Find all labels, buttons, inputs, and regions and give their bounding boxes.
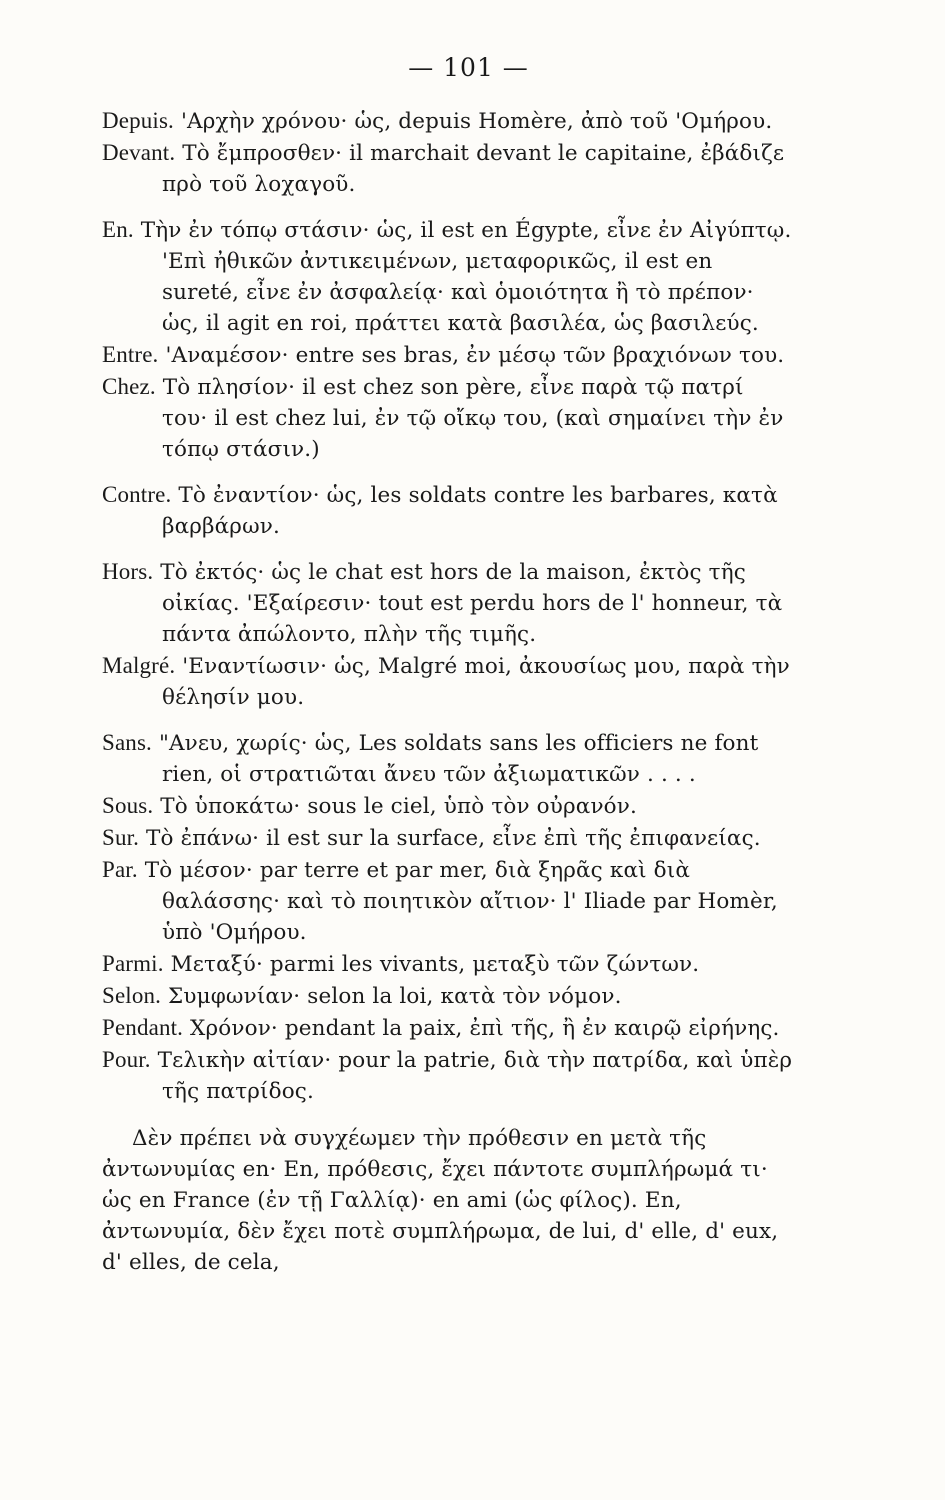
entry-sur (102, 822, 795, 854)
entry-text: Μεταξύ· parmi les vivants, μεταξὺ τῶν ζώντων. (170, 952, 700, 977)
entry-malgre (102, 650, 795, 713)
entry-term: Malgré. (102, 653, 176, 678)
entry-entre (102, 339, 795, 371)
entry-en (102, 214, 795, 339)
entry-term: Depuis. (102, 108, 174, 133)
entry-text: 'Αναμέσον· entre ses bras, ἐν μέσῳ τῶν βραχιόνων του. (165, 343, 785, 368)
entry-text: Τὸ ἐπάνω· il est sur la surface, εἶνε ἐπὶ τῆς ἐπιφανείας. (146, 826, 761, 851)
closing-paragraph: Δὲν πρέπει νὰ συγχέωμεν τὴν πρόθεσιν en μετὰ τῆς ἀντωνυμίας en· En, πρόθεσις, ἔχει πάντοτε συμπλήρωμά τι· ὡς en France (ἐν τῇ Γαλλίᾳ)· en ami (ὡς φίλος). En, ἀντωνυμία, δὲν ἔχει ποτὲ συμπλήρωμα, de lui, d' elle, d' eux, d' elles, de cela, (102, 1126, 779, 1275)
entry-text: Χρόνον· pendant la paix, ἐπὶ τῆς, ἢ ἐν καιρῷ εἰρήνης. (190, 1016, 780, 1041)
entry-term: Devant. (102, 140, 176, 165)
entry-text: Τὴν ἐν τόπῳ στάσιν· ὡς, il est en Égypte, εἶνε ἐν Αἰγύπτῳ. 'Επὶ ἠθικῶν ἀντικειμένων, μεταφορικῶς, il est en sureté, εἶνε ἐν ἀσφαλείᾳ· καὶ ὁμοιότητα ἢ τὸ πρέπον· ὡς, il agit en roi, πράττει κατὰ βασιλέα, ὡς βασιλεύς. (140, 218, 792, 336)
entry-contre (102, 479, 795, 542)
entry-text: Τὸ μέσον· par terre et par mer, διὰ ξηρᾶς καὶ διὰ θαλάσσης· καὶ τὸ ποιητικὸν αἴτιον· l' Iliade par Homèr, ὑπὸ 'Ομήρου. (144, 858, 778, 945)
entry-term: Pour. (102, 1047, 151, 1072)
entry-text: Τὸ ἐκτός· ὡς le chat est hors de la maison, ἐκτὸς τῆς οἰκίας. 'Εξαίρεσιν· tout est perdu hors de l' honneur, τὰ πάντα ἀπώλοντο, πλὴν τῆς τιμῆς. (160, 560, 783, 647)
entry-term: En. (102, 217, 134, 242)
entries-list (102, 105, 795, 1107)
entry-pour (102, 1044, 795, 1107)
entry-text: Τὸ ὑποκάτω· sous le ciel, ὑπὸ τὸν οὐρανόν. (160, 794, 637, 819)
entry-term: Parmi. (102, 951, 164, 976)
entry-text: Τὸ πλησίον· il est chez son père, εἶνε παρὰ τῷ πατρί του· il est chez lui, ἐν τῷ οἴκῳ του, (καὶ σημαίνει τὴν ἐν τόπῳ στάσιν.) (162, 375, 784, 462)
entry-term: Sur. (102, 825, 140, 850)
entry-term: Sans. (102, 730, 152, 755)
entry-text: Τὸ ἔμπροσθεν· il marchait devant le capitaine, ἐβάδιζε πρὸ τοῦ λοχαγοῦ. (162, 141, 785, 197)
entry-term: Pendant. (102, 1015, 184, 1040)
entry-term: Contre. (102, 482, 172, 507)
entry-par (102, 854, 795, 948)
entry-selon (102, 980, 795, 1012)
entry-sans (102, 727, 795, 790)
page-number: — 101 — (408, 53, 529, 82)
entry-term: Hors. (102, 559, 154, 584)
entry-term: Selon. (102, 983, 162, 1008)
entry-devant (102, 137, 795, 200)
entry-term: Chez. (102, 374, 156, 399)
entry-term: Par. (102, 857, 138, 882)
entry-text: 'Εναντίωσιν· ὡς, Malgré moi, ἀκουσίως μου, παρὰ τὴν θέλησίν μου. (162, 654, 790, 710)
entry-chez (102, 371, 795, 465)
entry-text: 'Αρχὴν χρόνου· ὡς, depuis Homère, ἀπὸ τοῦ 'Ομήρου. (180, 109, 773, 134)
entry-sous (102, 790, 795, 822)
entry-parmi (102, 948, 795, 980)
entry-text: Τελικὴν αἰτίαν· pour la patrie, διὰ τὴν πατρίδα, καὶ ὑπὲρ τῆς πατρίδος. (157, 1048, 793, 1104)
entry-pendant (102, 1012, 795, 1044)
entry-text: "Ανευ, χωρίς· ὡς, Les soldats sans les officiers ne font rien, οἱ στρατιῶται ἄνευ τῶν ἀξιωματικῶν . . . . (158, 731, 759, 787)
entry-text: Τὸ ἐναντίον· ὡς, les soldats contre les barbares, κατὰ βαρβάρων. (162, 483, 778, 539)
entry-text: Συμφωνίαν· selon la loi, κατὰ τὸν νόμον. (168, 984, 622, 1009)
entry-depuis (102, 105, 795, 137)
entry-term: Sous. (102, 793, 154, 818)
entry-term: Entre. (102, 342, 159, 367)
entry-hors (102, 556, 795, 650)
